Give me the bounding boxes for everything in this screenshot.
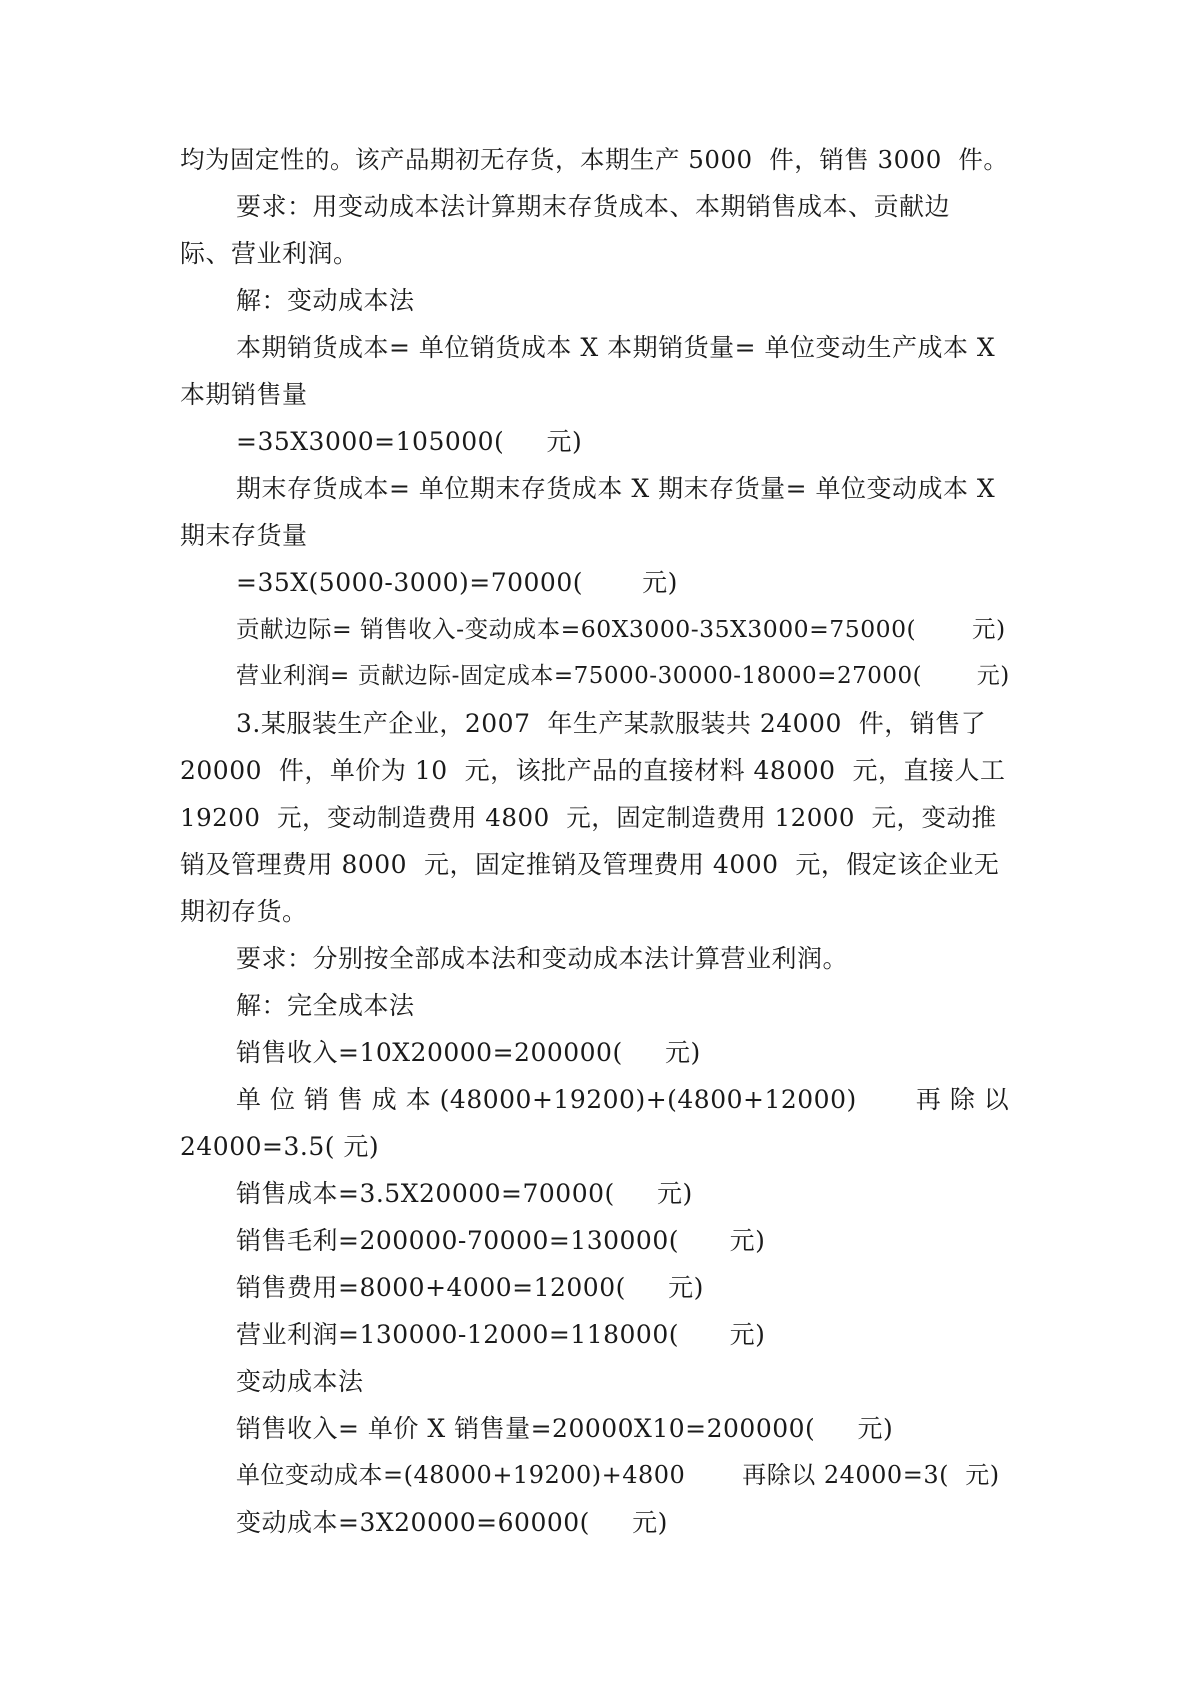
text-line: 销售费用=8000+4000=12000( 元) [236, 1273, 704, 1302]
text-line: 销售毛利=200000-70000=130000( 元) [236, 1226, 766, 1255]
text-line: 变动成本法 [236, 1367, 364, 1396]
text-line: 期初存货。 [180, 897, 308, 926]
text-line: =35X3000=105000( 元) [236, 427, 583, 456]
text-line: 销售成本=3.5X20000=70000( 元) [236, 1179, 693, 1208]
text-line: 解：完全成本法 [236, 991, 415, 1020]
text-line: 本期销售量 [180, 380, 308, 409]
text-line: 营业利润= 贡献边际-固定成本=75000-30000-18000=27000( 元) [236, 663, 1010, 689]
text-line: 要求：用变动成本法计算期末存货成本、本期销售成本、贡献边 [236, 192, 951, 221]
text-line: 3.某服装生产企业，2007 年生产某款服装共 24000 件，销售了 [236, 709, 987, 738]
text-line: 销及管理费用 8000 元，固定推销及管理费用 4000 元，假定该企业无 [180, 850, 1000, 879]
text-line: 单位变动成本=(48000+19200)+4800 再除以 24000=3( 元) [236, 1461, 1000, 1489]
document-page [180, 136, 1010, 1546]
text-line: 期末存货成本= 单位期末存货成本 X 期末存货量= 单位变动成本 X [236, 474, 996, 503]
text-line: 际、营业利润。 [180, 239, 359, 268]
text-line: 期末存货量 [180, 521, 308, 550]
text-line: 解：变动成本法 [236, 286, 415, 315]
text-line: 19200 元，变动制造费用 4800 元，固定制造费用 12000 元，变动推 [180, 803, 997, 832]
text-line: 均为固定性的。该产品期初无存货，本期生产 5000 件，销售 3000 件。 [180, 145, 1009, 174]
text-line: 要求：分别按全部成本法和变动成本法计算营业利润。 [236, 944, 849, 973]
text-line: 销售收入=10X20000=200000( 元) [236, 1038, 701, 1067]
text-line: 单 位 销 售 成 本 (48000+19200)+(4800+12000) 再 除 以 [236, 1085, 1010, 1114]
text-line: 20000 件，单价为 10 元，该批产品的直接材料 48000 元，直接人工 [180, 756, 1006, 785]
text-line: 24000=3.5( 元) [180, 1132, 380, 1161]
text-line: 销售收入= 单价 X 销售量=20000X10=200000( 元) [236, 1414, 894, 1443]
text-line: 贡献边际= 销售收入-变动成本=60X3000-35X3000=75000( 元) [236, 615, 1006, 643]
text-line: =35X(5000-3000)=70000( 元) [236, 568, 678, 597]
text-line: 变动成本=3X20000=60000( 元) [236, 1508, 668, 1537]
text-line: 营业利润=130000-12000=118000( 元) [236, 1320, 766, 1349]
text-line: 本期销货成本= 单位销货成本 X 本期销货量= 单位变动生产成本 X [236, 333, 996, 362]
